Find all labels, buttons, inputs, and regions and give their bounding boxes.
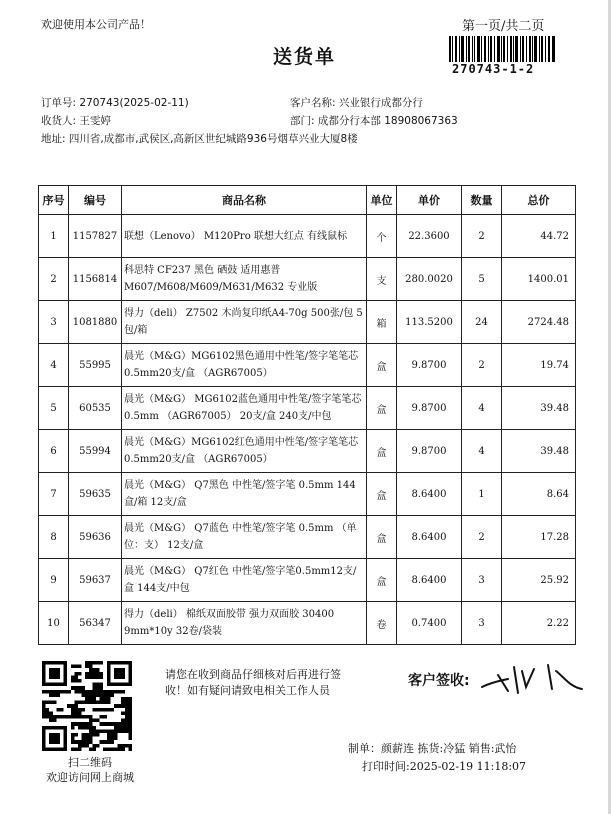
header-seq: 序号 [39,186,69,215]
print-time: 打印时间:2025-02-19 11:18:07 [362,760,527,773]
row-unit: 支 [367,258,397,301]
header-unit: 单位 [367,186,397,215]
department-value: 成都分行本部 18908067363 [317,115,458,127]
address-label: 地址: [41,133,66,145]
row-total: 2.22 [502,602,576,645]
row-code: 59637 [69,559,122,602]
row-seq: 2 [39,258,69,301]
row-unit: 盒 [367,473,397,516]
row-code: 55994 [69,430,122,473]
row-code: 1081880 [69,301,122,344]
header-qty: 数量 [462,186,502,215]
barcode-number: 270743-1-2 [452,62,535,76]
row-quantity: 24 [462,301,502,344]
row-unit-price: 113.5200 [397,301,462,344]
table-row [39,559,576,602]
receiver [41,113,111,128]
row-quantity: 2 [462,516,502,559]
row-quantity: 4 [462,387,502,430]
row-unit-price: 9.8700 [397,387,462,430]
customer-name [290,95,423,110]
table-row [39,344,576,387]
qr-code-image [42,661,132,751]
row-product-name: 晨光（M&G）MG6102红色通用中性笔/签字笔笔芯0.5mm20支/盒 （AGR67005） [122,430,367,473]
row-code: 1156814 [69,258,122,301]
notice-line-1: 请您在收到商品仔细核对后再进行签 [165,668,341,681]
row-product-name: 晨光（M&G）MG6102黑色通用中性笔/签字笔笔芯0.5mm20支/盒 （AGR67005） [122,344,367,387]
row-unit: 个 [367,215,397,258]
row-quantity: 1 [462,473,502,516]
notice-text [165,667,397,699]
qr-caption [40,755,140,785]
customer-signature-label: 客户签收: [408,673,470,689]
row-code: 59635 [69,473,122,516]
row-product-name: 晨光（M&G） Q7黑色 中性笔/签字笔 0.5mm 144盒/箱 12支/盒 [122,473,367,516]
row-seq: 3 [39,301,69,344]
header-price: 单价 [397,186,462,215]
row-unit: 盒 [367,344,397,387]
order-number [41,95,189,110]
row-code: 60535 [69,387,122,430]
receiver-label: 收货人: [41,115,77,127]
table-row [39,387,576,430]
row-total: 39.48 [502,430,576,473]
table-row [39,516,576,559]
department-label: 部门: [290,115,315,127]
table-row [39,215,576,258]
row-total: 19.74 [502,344,576,387]
handwritten-signature [478,657,588,697]
row-unit-price: 0.7400 [397,602,462,645]
row-total: 39.48 [502,387,576,430]
row-total: 17.28 [502,516,576,559]
row-seq: 5 [39,387,69,430]
customer-name-label: 客户名称: [290,97,336,109]
row-product-name: 得力（deli） 棉纸双面胶带 强力双面胶 30400 9mm*10y 32卷/袋装 [122,602,367,645]
row-seq: 7 [39,473,69,516]
items-table [38,185,576,645]
table-row [39,301,576,344]
row-code: 55995 [69,344,122,387]
header-total: 总价 [502,186,576,215]
qr-caption-title: 扫二维码 [68,756,112,769]
row-seq: 4 [39,344,69,387]
row-code: 59636 [69,516,122,559]
row-total: 25.92 [502,559,576,602]
row-unit: 盒 [367,516,397,559]
page-number: 第一页/共二页 [462,19,545,34]
row-code: 56347 [69,602,122,645]
table-header-row [39,186,576,215]
row-unit-price: 9.8700 [397,430,462,473]
department [290,113,458,128]
row-unit-price: 280.0020 [397,258,462,301]
row-unit: 箱 [367,301,397,344]
row-quantity: 3 [462,559,502,602]
row-unit: 卷 [367,602,397,645]
address-value: 四川省,成都市,武侯区,高新区世纪城路936号烟草兴业大厦8楼 [68,133,358,145]
row-unit: 盒 [367,430,397,473]
row-unit-price: 8.6400 [397,559,462,602]
row-total: 2724.48 [502,301,576,344]
row-seq: 10 [39,602,69,645]
row-seq: 6 [39,430,69,473]
row-product-name: 晨光（M&G） Q7蓝色 中性笔/签字笔 0.5mm （单位：支） 12支/盒 [122,516,367,559]
row-quantity: 5 [462,258,502,301]
row-quantity: 3 [462,602,502,645]
receiver-value: 王雯婷 [79,115,111,127]
document-title: 送货单 [273,46,337,68]
row-unit-price: 22.3600 [397,215,462,258]
welcome-text: 欢迎使用本公司产品！ [41,18,151,31]
barcode-image [449,36,555,62]
table-row [39,473,576,516]
customer-name-value: 兴业银行成都分行 [338,97,423,109]
row-total: 44.72 [502,215,576,258]
order-number-value: 270743(2025-02-11) [79,97,189,109]
row-unit: 盒 [367,387,397,430]
row-seq: 1 [39,215,69,258]
table-row [39,602,576,645]
row-unit-price: 9.8700 [397,344,462,387]
table-row [39,258,576,301]
row-unit-price: 8.6400 [397,473,462,516]
header-code: 编号 [69,186,122,215]
row-total: 8.64 [502,473,576,516]
row-quantity: 2 [462,215,502,258]
staff-info: 制单：颜薪连 拣货:冷猛 销售:武怡 [348,742,517,755]
row-quantity: 4 [462,430,502,473]
row-unit-price: 8.6400 [397,516,462,559]
row-product-name: 得力（deli） Z7502 木尚复印纸A4-70g 500张/包 5包/箱 [122,301,367,344]
row-product-name: 晨光（M&G） Q7红色 中性笔/签字笔0.5mm12支/盒 144支/中包 [122,559,367,602]
row-seq: 9 [39,559,69,602]
row-product-name: 科思特 CF237 黑色 硒鼓 适用惠普 M607/M608/M609/M631/M632 专业版 [122,258,367,301]
header-name: 商品名称 [122,186,367,215]
row-product-name: 晨光（M&G） MG6102蓝色通用中性笔/签字笔笔芯0.5mm （AGR67005） 20支/盒 240支/中包 [122,387,367,430]
row-unit: 盒 [367,559,397,602]
row-product-name: 联想（Lenovo） M120Pro 联想大红点 有线鼠标 [122,215,367,258]
address [41,131,358,146]
row-code: 1157827 [69,215,122,258]
row-seq: 8 [39,516,69,559]
table-row [39,430,576,473]
row-quantity: 2 [462,344,502,387]
qr-caption-subtitle: 欢迎访问网上商城 [46,771,134,784]
order-number-label: 订单号: [41,97,77,109]
notice-line-2: 收！如有疑问请致电相关工作人员 [165,684,330,697]
row-total: 1400.01 [502,258,576,301]
